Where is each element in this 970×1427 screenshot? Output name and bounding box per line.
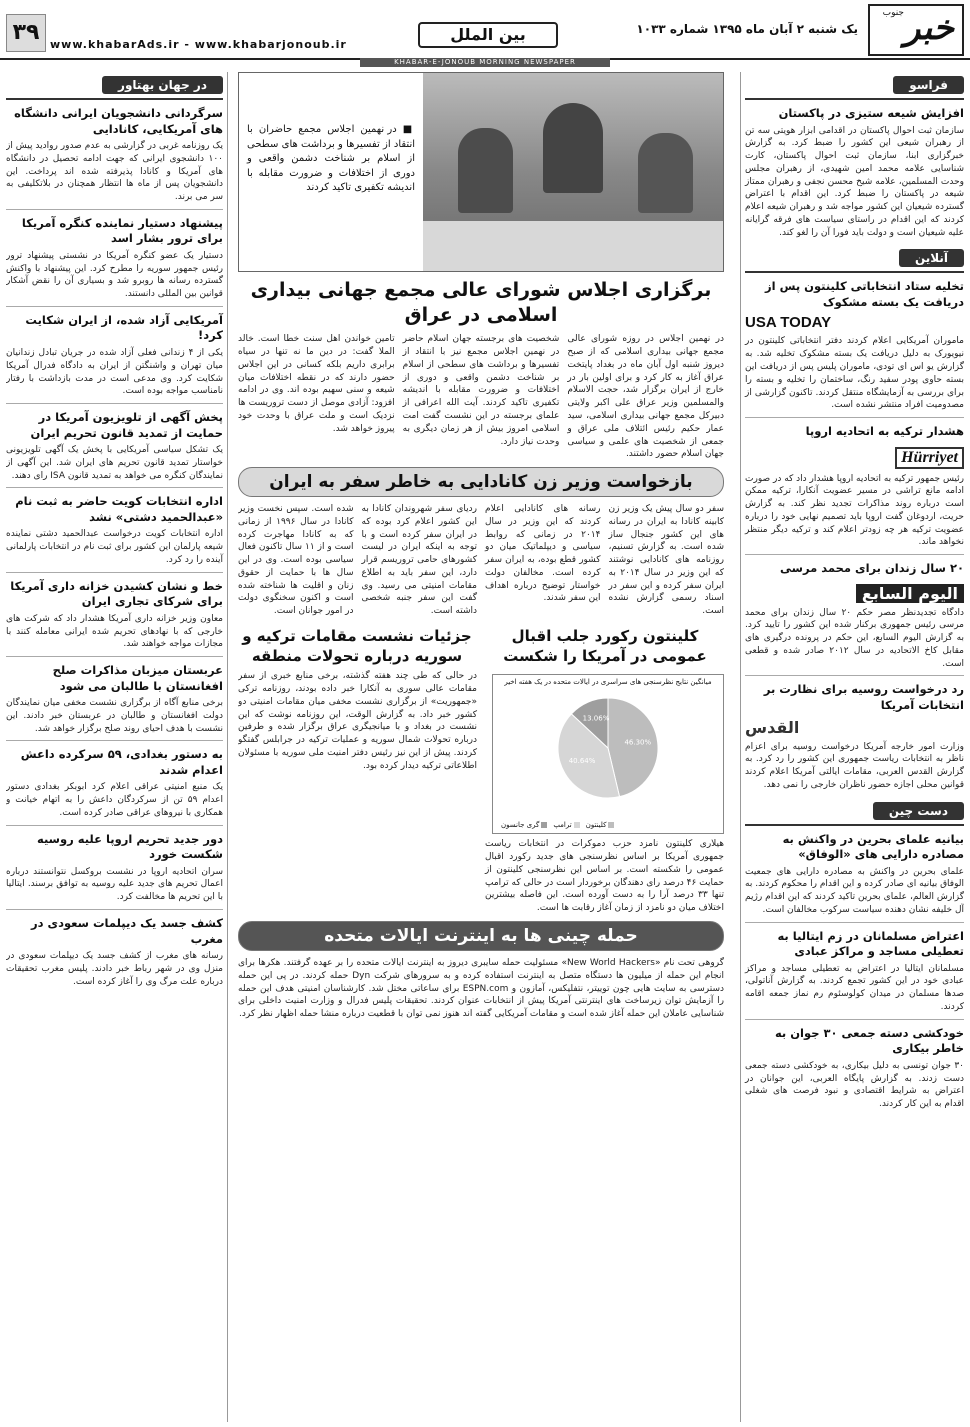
article-column: در نهمین اجلاس در روزه شورای عالی مجمع جهانی بیداری اسلامی که از صبح دیروز شنبه اول آبان ماه در بغداد پایتخت عراق آغاز به کار کرد و برای اولین بار در خارج از ایران برگزار شد، حجت الاسلام والمسلمین وزیر عراق علی اکبر ولایتی دبیرکل مجمع جهانی بیداری اسلامی، سید عمار حکیم رئیس ائتلاف ملی عراق و جمعی از شخصیت های علمی و سیاسی جهان اسلام حضور داشتند. xyxy=(567,334,724,460)
article-body: ماموران آمریکایی اعلام کردند دفتر انتخاباتی کلینتون در نیویورک به دلیل دریافت یک بسته مشکوک تخلیه شد. به گزارش یو اس ای تودی، ماموران پلیس پس از دریافت این بسته حاوی پودر سفید رنگ، ساختمان را تخلیه و بسته را برای بررسی به آزمایشگاه منتقل کردند. تاکنون گزارشی از مصدومیت افراد منتشر نشده است. xyxy=(745,336,964,411)
logo-text: خبر xyxy=(903,8,954,48)
article-body: یک منبع امنیتی عراقی اعلام کرد ابوبکر بغدادی دستور اعدام ۵۹ تن از سرکردگان داعش را به اتهام خیانت و همکاری با نیروهای عراقی صادر کرده است. xyxy=(6,782,224,818)
article-headline[interactable]: رد درخواست روسیه برای نظارت بر انتخابات آمریکا xyxy=(763,682,964,712)
pie-label-2: 13.06% xyxy=(582,714,610,723)
article-body: سازمان ثبت احوال پاکستان در اقدامی ابزار هویتی سه تن از رهبران شیعی این کشور را ضبط کرد. به گزارش خبرگزاری ابنا، سازمان ثبت احوال پاکستان، کارت شناسایی علامه محمد امین شهیدی، از رهبران مجلس وحدت المسلمین، علامه شیخ محسن نجفی و رهبران ممتاز شیعه در پاکستان را ضبط کرد. این اقدام با اعتراض گسترده شیعیان این کشور مواجه شد و رهبران شیعه اعلام کردند که این اقدام در راستای سیاست های فرقه گرایانه علیه شیعیان است و دولت باید فورا آن را لغو کند. xyxy=(745,125,964,238)
section-tag-dastchin: دست چین xyxy=(873,802,964,820)
newspaper-logo[interactable] xyxy=(868,4,964,56)
poll-pie-chart xyxy=(492,674,724,834)
article-body: یک تشکل سیاسی آمریکایی با پخش یک آگهی تلویزیونی خواستار تمدید قانون تحریم های ایران شد. این آگهی از نمایندگان کنگره می خواهد به تمدید قانون ISA رای دهند. xyxy=(6,445,223,481)
youm7-logo: اليوم السابع xyxy=(856,584,964,603)
site-urls[interactable]: www.khabarAds.ir - www.khabarjonoub.ir xyxy=(50,38,347,51)
pie-label-1: 40.64% xyxy=(568,757,596,766)
article-body: رسانه های مغرب از کشف جسد یک دیپلمات سعودی در منزل وی در شهر رباط خبر دادند. پلیس مغرب تحقیقات درباره علت مرگ وی را آغاز کرده است. xyxy=(6,951,223,987)
page-number: ۳۹ xyxy=(6,14,46,52)
article-headline[interactable]: خودکشی دسته جمعی ۳۰ جوان به خاطر بیکاری xyxy=(774,1025,964,1056)
photo-caption: ■ در نهمین اجلاس مجمع حاضران با انتقاد از تفسیرها و برداشت های سطحی از اسلام بر شناخت دشمن واقعی و دوری از اختلافات و ضرورت مقابله با اندیشه تکفیری تاکید کردند xyxy=(247,123,415,196)
article-body: معاون وزیر خزانه داری آمریکا هشدار داد که شرکت های خارجی که با نهادهای تحریم شده ایرانی معامله کنند با مجازات مواجه خواهند شد. xyxy=(6,613,223,650)
issue-date: یک شنبه ۲ آبان ماه ۱۳۹۵ شماره ۱۰۳۳ xyxy=(636,22,858,36)
article-body: ۳۰ جوان تونسی به دلیل بیکاری، به خودکشی دسته جمعی دست زدند. به گزارش پایگاه العربی، این جوانان در اعتراض به شرایط اقتصادی و نبود فرصت های شغلی اقدام به این کار کردند. xyxy=(745,1060,964,1110)
section-tag-farasoo: فراسو xyxy=(893,76,964,94)
legend-item-0 xyxy=(586,821,615,829)
lead-headline[interactable]: برگزاری اجلاس شورای عالی مجمع جهانی بیداری اسلامی در عراق xyxy=(250,279,712,326)
section-tag-world: در جهان بهتاور xyxy=(102,76,223,94)
article-body: هیلاری کلینتون نامزد حزب دموکرات در انتخابات ریاست جمهوری آمریکا بر اساس نظرسنجی های جدید رکورد اقبال عمومی را شکسته است. بر اساس این نظرسنجی کلینتون از حمایت ۴۶ درصد رای دهندگان برخوردار است در حالی که ترامپ تنها ۳۳ درصد آرا را به دست آورده است. این فاصله بیشترین اختلاف میان دو نامزد از زمان آغاز رقابت ها است. xyxy=(485,839,724,914)
article-body: علمای بحرین در واکنش به مصادره دارایی های جمعیت الوفاق بیانیه ای صادر کرده و این اقدام را محکوم کردند. به گزارش العالم، علمای بحرین تاکید کردند که این اقدام رژیم آل خلیفه نشان دهنده سیاست سرکوب مخالفان است. xyxy=(745,866,964,915)
legend-swatch-2 xyxy=(541,822,547,828)
article-body: یک روزنامه غربی در گزارشی به عدم صدور روادید پیش از ۱۰۰ دانشجوی ایرانی که جهت ادامه تحصیل در دانشگاه های آمریکا و کانادا پذیرفته شده اند پرداخت. این دانشجویان پس از ماه ها انتظار همچنان در بلاتکلیفی به سر می برند. xyxy=(6,141,223,203)
clinton-headline[interactable]: کلینتون رکورد جلب اقبال عمومی در آمریکا را شکست xyxy=(503,626,707,666)
section-tag-online: آنلاین xyxy=(899,249,964,267)
section-title: بین الملل xyxy=(418,22,558,48)
canada-article-columns xyxy=(238,503,724,618)
article-body: برخی منابع آگاه از برگزاری نشست مخفی میان نمایندگان دولت افغانستان و طالبان در عربستان خبر دادند. این نشست با هدف احیای روند صلح برگزار خواهد شد. xyxy=(6,698,223,734)
logo-subtext: جنوب xyxy=(882,8,904,18)
masthead-band: KHABAR-E-JONOUB MORNING NEWSPAPER xyxy=(360,58,610,67)
legend-swatch-1 xyxy=(574,822,580,828)
article-headline[interactable]: افزایش شیعه ستیزی در پاکستان xyxy=(778,106,964,120)
chart-legend xyxy=(501,821,614,829)
masthead xyxy=(0,0,970,66)
article-body: یکی از ۴ زندانی فعلی آزاد شده در جریان تبادل زندانیان میان تهران و واشنگتن از ایران به دادگاه فدرال آمریکا شکایت کرد. وی مدعی است در مدت بازداشت با رفتار نامناسب مواجه بوده است. xyxy=(6,347,224,397)
twin-article-columns xyxy=(238,670,724,915)
legend-item-2 xyxy=(501,821,547,829)
chart-title: میانگین نتایج نظرسنجی های سراسری در ایالات متحده در یک هفته اخیر xyxy=(504,678,712,687)
legend-item-1 xyxy=(553,821,579,829)
china-hack-banner[interactable]: حمله چینی ها به اینترنت ایالات متحده xyxy=(238,921,724,951)
article-headline[interactable]: هشدار ترکیه به اتحادیه اروپا xyxy=(805,424,964,439)
article-headline[interactable]: خط و نشان کشیدن خزانه داری آمریکا برای شرکای تجاری ایران xyxy=(10,578,223,609)
alquds-logo: القدس xyxy=(745,717,800,737)
article-column: شده است. سپس نخست وزیر کانادا در سال ۱۹۹۶ از زمانی که به کانادا مهاجرت کرده است و از ۱۱ سال تاکنون فعال سیاسی بوده است. وی در این سال ها با حمایت از حقوق زنان و اقلیت ها شناخته شده است و اکنون سخنگوی دولت در امور جوانان است. xyxy=(238,504,354,617)
article-body: اداره انتخابات کویت درخواست عبدالحمید دشتی نماینده شیعه پارلمان این کشور برای ثبت نام در انتخابات پارلمانی آینده را رد کرد. xyxy=(6,529,223,565)
article-column: سفر دو سال پیش یک وزیر زن کابینه کانادا به ایران در رسانه های این کشور جنجال ساز شده است. به گزارش تسنیم، روزنامه های کانادایی نوشتند که این وزیر در سال ۲۰۱۴ به ایران سفر کرده و این سفر در اسناد رسمی گزارش نشده است. xyxy=(608,504,724,617)
right-column xyxy=(740,72,964,1422)
article-body: دادگاه تجدیدنظر مصر حکم ۲۰ سال زندان برای محمد مرسی رئیس جمهوری برکنار شده این کشور را تایید کرد. به گزارش الیوم السابع، این حکم در پرونده درگیری های مقابل کاخ الاتحادیه در سال ۲۰۱۲ صادر شده و قطعی است. xyxy=(745,607,964,669)
article-headline[interactable]: به دستور بغدادی، ۵۹ سرکرده داعش اعدام شدند xyxy=(20,747,223,777)
article-column: رسانه های کانادایی اعلام کردند که این وزیر در سال ۲۰۱۴ در زمانی که روابط سیاسی و دیپلماتیک میان دو کشور قطع بوده، به ایران سفر کرده است. مخالفان دولت خواستار توضیح درباره اهداف این سفر شدند. xyxy=(485,504,601,604)
article-headline[interactable]: پیشنهاد دستیار نماینده کنگره آمریکا برای ترور بشار اسد xyxy=(21,215,223,246)
left-column xyxy=(6,72,228,1422)
twin-headlines xyxy=(238,626,724,667)
article-body: رئیس جمهور ترکیه به اتحادیه اروپا هشدار داد که در صورت ادامه مانع تراشی در مسیر عضویت آنکارا، ترکیه ممکن است درباره روند مذاکرات تجدید نظر کند. به گزارش حریت، اردوغان گفت اروپا باید تصمیم نهایی خود را درباره عضویت ترکیه هر چه زودتر اعلام کند و ترکیه دیگر منتظر نخواهد ماند. xyxy=(745,473,964,548)
center-column xyxy=(238,72,724,1422)
article-column: تامین خواندن اهل سنت خطا است. خالد الملا گفت: در دین ما نه تنها در سیاه برابری داریم بلکه کسانی در این اجلاس حضور دارند که در نقطه اختلافات میان شیعه و سنی سهیم بوده اند. وی در ادامه افزود: آزادی موصل از دست تروریست ها نزدیک است و ملت عراق با وحدت خود پیروز خواهد شد. xyxy=(238,334,395,434)
article-headline[interactable]: اعتراض مسلمانان در زم ایتالیا به تعطیلی مساجد و مراکز عبادی xyxy=(777,928,964,959)
article-headline[interactable]: بیانیه علمای بحرین در واکنش به مصادره دارایی های «الوفاق» xyxy=(782,831,964,862)
article-headline[interactable]: سرگردانی دانشجویان ایرانی دانشگاه های آمریکایی، کانادایی xyxy=(14,106,223,136)
article-body: دستیار یک عضو کنگره آمریکا در نشستی پیشنهاد ترور رئیس جمهور سوریه را مطرح کرد. این پیشنهاد با واکنش گسترده رسانه ها روبرو شد و بسیاری آن را نقض آشکار قوانین بین المللی دانستند. xyxy=(6,250,223,300)
legend-label-2: گری جانسون xyxy=(501,821,540,830)
lead-article-columns xyxy=(238,333,724,461)
article-headline[interactable]: اداره انتخابات کویت حاضر به ثبت نام «عبدالحمید دشتی» نشد xyxy=(15,494,223,524)
article-body: وزارت امور خارجه آمریکا درخواست روسیه برای اعزام ناظر به انتخابات ریاست جمهوری این کشور را رد کرد. به گزارش القدس العربی، مقامات ایالتی آمریکا اعلام کردند قوانین محلی اجازه حضور ناظران خارجی را نمی دهد. xyxy=(745,741,964,790)
usa-today-logo: USA TODAY xyxy=(745,314,832,332)
legend-label-1: ترامپ xyxy=(553,821,572,830)
article-headline[interactable]: کشف جسد یک دیپلمات سعودی در مغرب xyxy=(31,916,223,946)
article-headline[interactable]: عربستان میزبان مذاکرات صلح افغانستان با طالبان می شود xyxy=(52,663,223,693)
canada-minister-banner[interactable]: بازخواست وزیر زن کانادایی به خاطر سفر به ایران xyxy=(238,467,724,497)
turkey-syria-headline[interactable]: جزئیات نشست مقامات ترکیه و سوریه درباره تحولات منطقه xyxy=(242,626,472,666)
hurriyet-logo: Hürriyet xyxy=(895,447,964,469)
article-headline[interactable]: پخش آگهی از تلویزیون آمریکا در حمایت از تمدید قانون تحریم ایران xyxy=(30,410,223,440)
pie-label-0: 46.30% xyxy=(624,738,652,747)
legend-swatch-0 xyxy=(608,822,614,828)
article-headline[interactable]: دور جدید تحریم اروپا علیه روسیه شکست خورد xyxy=(37,831,223,862)
article-headline[interactable]: آمریکایی آزاد شده، از ایران شکایت کرد! xyxy=(25,312,223,343)
article-body: مسلمانان ایتالیا در اعتراض به تعطیلی مساجد و مراکز عبادی خود در این کشور تجمع کردند. به گزارش آناتولی، صدها مسلمان در میدان کولوسئوم رم نماز جمعه اقامه کردند. xyxy=(745,963,964,1012)
legend-label-0: کلینتون xyxy=(585,821,607,830)
article-headline[interactable]: تخلیه ستاد انتخاباتی کلینتون پس از دریافت یک بسته مشکوک xyxy=(765,279,964,309)
conference-photo[interactable] xyxy=(423,73,723,271)
article-body: در حالی که طی چند هفته گذشته، برخی منابع خبری از سفر مقامات عالی سوری به آنکارا خبر داده بودند، روزنامه ترکی «جمهوریت» از برگزاری نشست مخفی میان مقامات امنیتی دو کشور خبر داد. به گزارش الوقت، این روزنامه نوشت که این نشست در بغداد و با میانجیگری عراق برگزار شده و طرفین درباره تحولات شمال سوریه و عملیات ترکیه در جرابلس گفتگو کردند. پیش از این نیز رئیس دفتر امنیت ملی سوریه با مسئولان اطلاعاتی ترکیه دیدار کرده بود. xyxy=(238,671,477,771)
article-body: گروهی تحت نام «New World Hackers» مسئولیت حمله سایبری دیروز به اینترنت ایالات متحده را بر عهده گرفتند. هکرها برای انجام این حمله از میلیون ها دستگاه متصل به اینترنت استفاده کرده و به سرورهای شرکت Dyn حمله کردند. در پی این حمله دسترسی به سایت هایی چون توییتر، نتفلیکس، آمازون و ESPN.com برای ساعاتی مختل شد. کارشناسان امنیتی هدف این حمله را آزمایش توان زیرساخت های اینترنتی آمریکا پیش از انتخابات عنوان کردند. تحقیقات پلیس فدرال و وزارت امنیت داخلی برای شناسایی عاملان این حمله آغاز شده است و مقامات آمریکایی گفته اند هنوز نمی توان با قطعیت درباره منشا حمله اظهار نظر کرد. xyxy=(238,958,724,1020)
article-body: سران اتحادیه اروپا در نشست بروکسل نتوانستند درباره اعمال تحریم های جدید علیه روسیه به توافق برسند. ایتالیا با این تحریم ها مخالفت کرد. xyxy=(6,866,223,903)
article-headline[interactable]: ۲۰ سال زندان برای محمد مرسی xyxy=(780,561,964,576)
pie-svg xyxy=(493,686,723,806)
article-column: شخصیت های برجسته جهان اسلام حاضر در نهمین اجلاس مجمع نیز با انتقاد از تفسیرها و برداشت های سطحی از اسلام بر شناخت دشمن واقعی و دوری از اختلافات و ضرورت مقابله با اندیشه تکفیری تاکید کردند. آیت الله اعرافی از علمای برجسته در این نشست گفت امت اسلامی امروز بیش از هر زمان دیگری به وحدت نیاز دارد. xyxy=(402,334,560,447)
article-column: ردیای سفر شهروندان کانادا به این کشور اعلام کرد بوده که در ایران سفر کرده است و با توجه به اینکه ایران در لیست کشورهای حامی تروریسم قرار دارد، این سفر باید به اطلاع مقامات امنیتی می رسید. وی گفت این سفر جنبه شخصی داشته است. xyxy=(361,504,477,617)
lead-photo-block xyxy=(238,72,724,272)
